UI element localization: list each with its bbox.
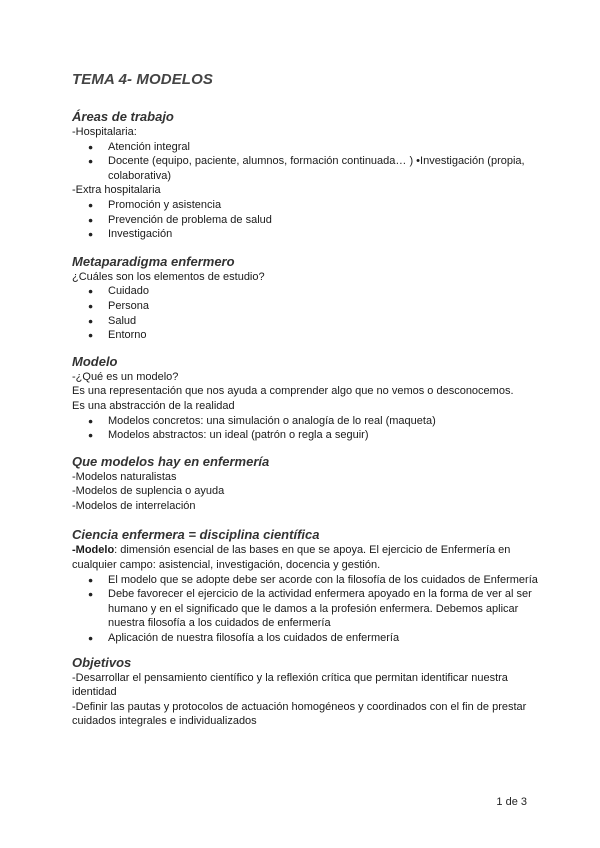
paragraph-text: : dimensión esencial de las bases en que se apoya. El ejercicio de Enfermería en cualquier campo: asistencial, investigación, docencia y gestión. <box>72 544 511 572</box>
bold-term: -Modelo <box>72 544 115 557</box>
hospitalaria-label: -Hospitalaria: <box>72 126 137 138</box>
section-metaparadigma <box>72 253 542 343</box>
page-number: 1 de 3 <box>496 796 527 808</box>
ciencia-list <box>72 573 542 646</box>
list-item: ● Persona <box>72 299 542 314</box>
question-text: ¿Cuáles son los elementos de estudio? <box>72 270 265 283</box>
section-heading: Áreas de trabajo <box>72 109 174 124</box>
hospitalaria-list <box>72 140 542 184</box>
paragraph: -Modelos de interrelación <box>72 499 196 512</box>
list-item: ● Promoción y asistencia <box>72 198 542 213</box>
section-areas-de-trabajo <box>72 108 542 242</box>
paragraph: -Modelos naturalistas <box>72 470 177 483</box>
list-item: ● Debe favorecer el ejercicio de la actividad enfermera apoyado en la forma de ver al ser humano y en el significado que le damos a la profesión enfermera. Debemos aplicar nuestra filosofía a los cuidados de enfermería <box>72 587 542 631</box>
extra-hospitalaria-label: -Extra hospitalaria <box>72 184 161 197</box>
list-item: ● Entorno <box>72 328 542 343</box>
section-ciencia-enfermera <box>72 526 542 645</box>
list-item: ● Cuidado <box>72 284 542 299</box>
list-item: ● Modelos abstractos: un ideal (patrón o regla a seguir) <box>72 428 542 443</box>
section-objetivos <box>72 654 542 729</box>
paragraph: -Desarrollar el pensamiento científico y la reflexión crítica que permitan identificar nuestra identidad <box>72 671 508 699</box>
section-heading: Ciencia enfermera = disciplina científica <box>72 527 320 543</box>
list-item: ● El modelo que se adopte debe ser acorde con la filosofía de los cuidados de Enfermería <box>72 573 542 588</box>
metaparadigma-list <box>72 284 542 342</box>
paragraph: -Definir las pautas y protocolos de actuación homogéneos y coordinados con el fin de prestar cuidados integrales e individualizados <box>72 700 527 728</box>
paragraph <box>72 543 542 572</box>
list-item: ● Salud <box>72 314 542 329</box>
modelo-list <box>72 414 542 443</box>
paragraph: Es una abstracción de la realidad <box>72 399 235 412</box>
paragraph: -Modelos de suplencia o ayuda <box>72 485 225 498</box>
section-heading: Modelo <box>72 353 118 369</box>
extra-hospitalaria-list <box>72 198 542 242</box>
list-item: ● Investigación <box>72 227 542 242</box>
document-title: TEMA 4- MODELOS <box>72 71 213 88</box>
list-item: ● Prevención de problema de salud <box>72 213 542 228</box>
section-que-modelos <box>72 453 542 514</box>
list-item: ● Docente (equipo, paciente, alumnos, formación continuada… ) •Investigación (propia, colaborativa) <box>72 154 542 183</box>
section-heading: Que modelos hay en enfermería <box>72 453 270 469</box>
document-content <box>72 71 542 738</box>
paragraph: Es una representación que nos ayuda a comprender algo que no vemos o desconocemos. <box>72 385 514 398</box>
list-item: ● Atención integral <box>72 140 542 155</box>
question-text: -¿Qué es un modelo? <box>72 370 179 383</box>
list-item: ● Aplicación de nuestra filosofía a los cuidados de enfermería <box>72 631 542 646</box>
list-item: ● Modelos concretos: una simulación o analogía de lo real (maqueta) <box>72 414 542 429</box>
section-heading: Metaparadigma enfermero <box>72 253 235 269</box>
section-heading: Objetivos <box>72 654 132 670</box>
section-modelo <box>72 353 542 443</box>
